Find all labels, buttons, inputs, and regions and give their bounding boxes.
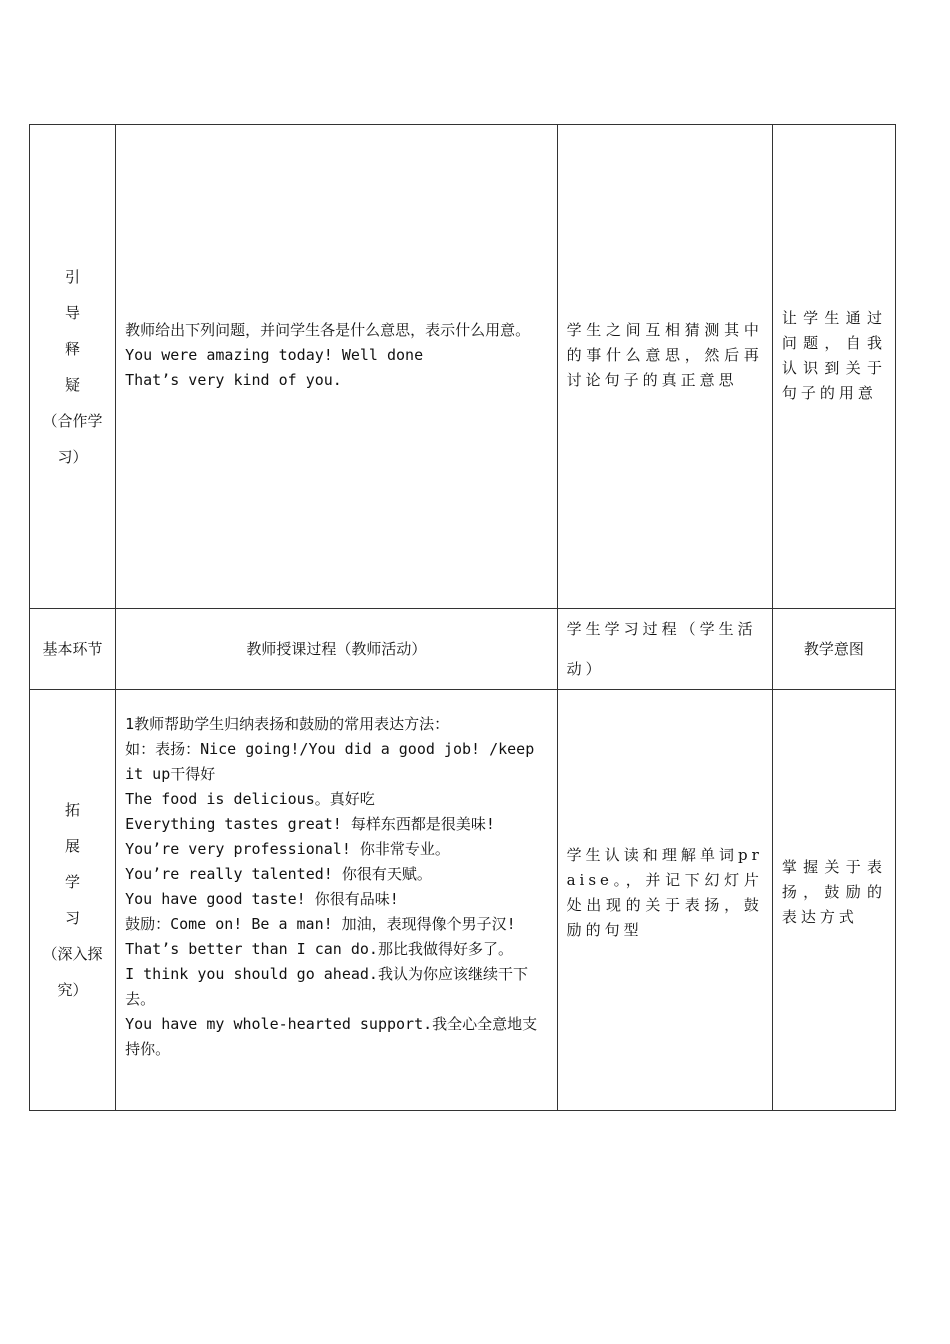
teacher-line: That’s very kind of you. <box>125 371 342 389</box>
stage-sub: （合作学 <box>42 411 103 430</box>
stage-cell-guide <box>30 125 116 609</box>
teacher-line: You have good taste! 你很有品味! <box>125 890 399 908</box>
header-stage: 基本环节 <box>30 609 116 690</box>
teacher-line: 如：表扬：Nice going!/You did a good job! /keep it up干得好 <box>125 740 544 783</box>
teacher-activity-cell <box>116 690 558 1111</box>
stage-char: 释 <box>65 339 81 358</box>
stage-char: 拓 <box>65 801 81 819</box>
stage-char: 引 <box>65 267 81 286</box>
teacher-activity-cell <box>116 125 558 609</box>
header-teacher: 教师授课过程（教师活动） <box>116 609 558 690</box>
stage-char: 导 <box>65 303 81 322</box>
stage-char: 习 <box>65 909 81 927</box>
teacher-line: You’re really talented! 你很有天赋。 <box>125 865 432 883</box>
teacher-line: You were amazing today! Well done <box>125 346 424 364</box>
teacher-line: 1教师帮助学生归纳表扬和鼓励的常用表达方法： <box>125 715 450 733</box>
row-guided-questions <box>30 125 896 609</box>
student-activity-text: 学生之间互相猜测其中的事什么意思，然后再讨论句子的真正意思 <box>566 321 763 389</box>
teacher-line: 鼓励：Come on! Be a man! 加油，表现得像个男子汉! <box>125 915 516 933</box>
header-intent: 教学意图 <box>772 609 895 690</box>
teacher-line: 教师给出下列问题，并问学生各是什么意思，表示什么用意。 <box>125 321 531 339</box>
student-activity-cell <box>557 125 772 609</box>
stage-char: 展 <box>65 837 81 855</box>
teacher-line: I think you should go ahead.我认为你应该继续干下去。 <box>125 965 528 1008</box>
student-activity-cell <box>557 690 772 1111</box>
header-row <box>30 609 896 690</box>
teacher-line: You have my whole-hearted support.我全心全意地支持你。 <box>125 1015 538 1058</box>
lesson-plan-table <box>29 124 896 1111</box>
teaching-intent-text: 让学生通过问题，自我认识到关于句子的用意 <box>781 308 886 402</box>
header-student <box>557 609 772 690</box>
teacher-line: Everything tastes great! 每样东西都是很美味! <box>125 815 495 833</box>
stage-sub: （深入探 <box>42 945 103 963</box>
stage-sub: 习） <box>57 447 88 466</box>
stage-sub: 究） <box>57 981 88 999</box>
teacher-line: You’re very professional! 你非常专业。 <box>125 840 450 858</box>
teaching-intent-cell <box>772 690 895 1111</box>
teacher-line: The food is delicious。真好吃 <box>125 790 375 808</box>
stage-char: 学 <box>65 873 81 891</box>
teaching-intent-text: 掌握关于表扬，鼓励的表达方式 <box>781 858 886 926</box>
teaching-intent-cell <box>772 125 895 609</box>
stage-cell-extend <box>30 690 116 1111</box>
teacher-line: That’s better than I can do.那比我做得好多了。 <box>125 940 513 958</box>
row-extended-learning <box>30 690 896 1111</box>
stage-char: 疑 <box>65 375 81 394</box>
student-activity-text: 学生认读和理解单词praise。，并记下幻灯片处出现的关于表扬，鼓励的句型 <box>566 845 763 939</box>
header-student-text: 学生学习过程（学生活动） <box>566 620 757 678</box>
